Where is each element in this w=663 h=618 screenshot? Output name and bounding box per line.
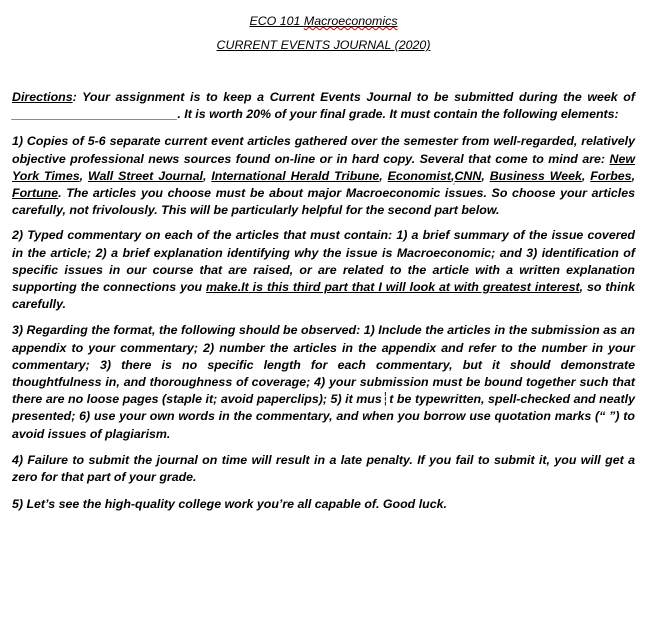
source-forbes: Forbes — [590, 168, 632, 183]
source-separator: , — [451, 168, 455, 183]
item-1-text-2: . The articles you choose must be about major Macroeconomic issues. So choose your articles carefully, not frivolously. This will be particularly helpful for the second part below. — [12, 186, 635, 218]
item-2-text-2: , so think carefully. — [12, 280, 635, 312]
item-2-paragraph — [12, 227, 635, 313]
text-cursor: ┆ — [381, 392, 390, 407]
source-cnn: CNN — [454, 168, 482, 183]
submission-week-blank: ________________________ — [12, 107, 178, 122]
course-title-prefix: ECO 101 — [249, 14, 304, 28]
course-title-word: Macroeconomics — [303, 14, 398, 28]
document-page — [12, 10, 635, 513]
item-4-paragraph: 4) Failure to submit the journal on time will result in a late penalty. If you fail to submit it, you will get a zero for that part of your grade. — [12, 452, 635, 485]
item-2-text-1: 2) Typed commentary on each of the articles that must contain: 1) a brief summary of the issue covered in the article; 2) a brief explanation identifying why the issue is Macroeconomic; and 3) identification of specific issues in our course that are raised, or are related to the article with a written explanation supporting the connections you — [12, 228, 635, 295]
item-5-paragraph: 5) Let’s see the high-quality college work you’re all capable of. Good luck. — [12, 497, 447, 512]
make-text: make.It — [206, 280, 249, 295]
journal-title: CURRENT EVENTS JOURNAL (2020) — [216, 38, 431, 52]
item-3-paragraph — [12, 322, 635, 442]
source-fortune: Fortune — [12, 186, 59, 201]
directions-label: Directions — [12, 90, 73, 104]
item-3-text-1: 3) Regarding the format, the following should be observed: 1) Include the articles in the submission as an appendix to your commentary; 2) number the articles in the appendix and refer to the number in your commentary; 3) there is no specific length for each commentary, but it should demonstrate thoughtfulness in, and thoroughness of coverage; 4) your submission must be bound together such that there are no loose pages (staple it; avoid paperclips); 5) it mus — [12, 323, 635, 407]
directions-paragraph — [12, 89, 635, 123]
item-2-emphasis: is this third part that I will look at with greatest interest — [248, 280, 580, 295]
source-wall-street-journal: Wall Street Journal — [87, 168, 203, 183]
source-economist: Economist — [387, 168, 452, 183]
directions-text-2: . It is worth 20% of your final grade. It must contain the following elements: — [177, 107, 619, 122]
item-3-text-2: t be typewritten, spell-checked and neatly presented; 6) use your own words in the commentary, and when you borrow use quotation marks (“ ”) to avoid issues of plagiarism. — [12, 392, 635, 441]
course-title — [12, 13, 635, 29]
item-1-text-1: 1) Copies of 5-6 separate current event articles gathered over the semester from well-regarded, relatively objective professional news sources found on-line or in hard copy. Several that come to mind are: — [12, 134, 635, 166]
directions-text-1: : Your assignment is to keep a Current Events Journal to be submitted during the week of — [72, 90, 635, 104]
source-business-week: Business Week — [489, 168, 582, 183]
source-new-york-times: New York Times — [12, 151, 635, 183]
item-1-paragraph: 1) Copies of 5-6 separate current event articles gathered over the semester from well-regarded, relatively objective professional news sources found on-line or in hard copy. Several that come to mind are: New York Times, Wall Street Journal, International Herald Tribune, Economist,CNN, Business Week, Forbes, Fortune. The articles you choose must be about major Macroeconomic issues. So choose your articles carefully, not frivolously. This will be particularly helpful for the second part below. — [12, 134, 636, 218]
source-international-herald-tribune: International Herald Tribune — [211, 168, 380, 183]
